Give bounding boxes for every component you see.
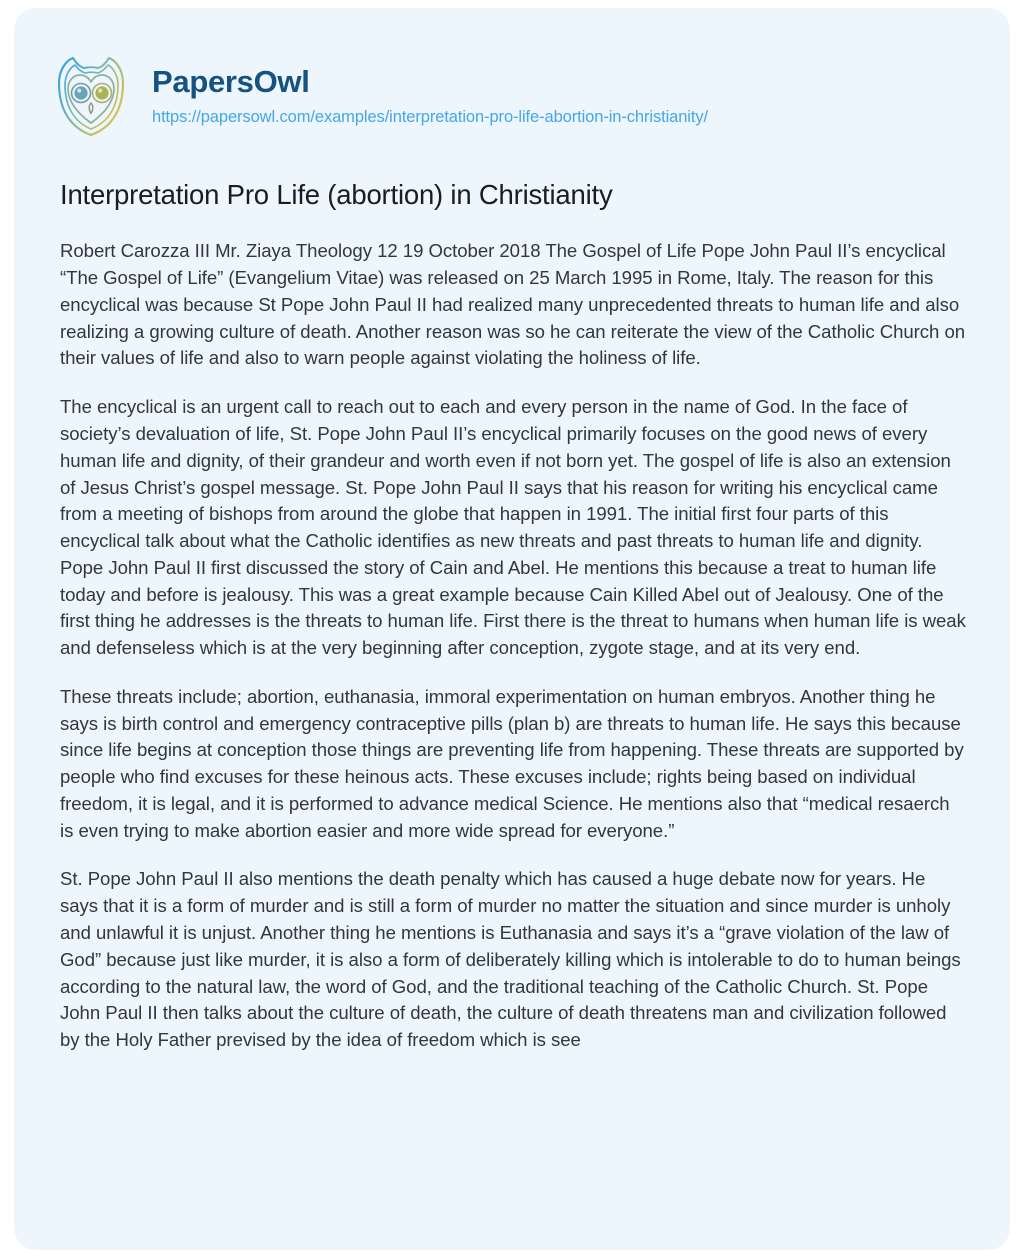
page-url-link[interactable]: https://papersowl.com/examples/interpretation-pro-life-abortion-in-christianity/ [152,107,708,126]
owl-logo-icon[interactable] [48,50,134,142]
article-paragraph: Robert Carozza III Mr. Ziaya Theology 12 19 October 2018 The Gospel of Life Pope John Paul II’s encyclical “The Gospel of Life” (Evangelium Vitae) was released on 25 March 1995 in Rome, Italy. The reason for this encyclical was because St Pope John Paul II had realized many unprecedented threats to human life and also realizing a growing culture of death. Another reason was so he can reiterate the view of the Catholic Church on their values of life and also to warn people against violating the holiness of life. [60,240,966,369]
brand-name: PapersOwl [152,63,310,99]
article-body [60,238,966,1053]
page-title: Interpretation Pro Life (abortion) in Christianity [60,179,613,210]
brand-block [152,65,708,128]
article-paragraph: St. Pope John Paul II also mentions the death penalty which has caused a huge debate now for years. He says that it is a form of murder and is still a form of murder no matter the situation and since murder is unholy and unlawful it is unjust. Another thing he mentions is Euthanasia and says it’s a “grave violation of the law of God” because just like murder, it is also a form of deliberately killing which is intolerable to do to human beings according to the natural law, the word of God, and the traditional teaching of the Catholic Church. St. Pope John Paul II then talks about the culture of death, the culture of death threatens man and civilization followed by the Holy Father prevised by the idea of freedom which is see [60,868,961,1051]
page-card [14,8,1010,1250]
site-header [14,8,1010,142]
article-paragraph: The encyclical is an urgent call to reach out to each and every person in the name of God. In the face of society’s devaluation of life, St. Pope John Paul II’s encyclical primarily focuses on the good news of every human life and dignity, of their grandeur and worth even if not born yet. The gospel of life is also an extension of Jesus Christ’s gospel message. St. Pope John Paul II says that his reason for writing his encyclical came from a meeting of bishops from around the globe that happen in 1991. The initial first four parts of this encyclical talk about what the Catholic identifies as new threats and past threats to human life and dignity. Pope John Paul II first discussed the story of Cain and Abel. He mentions this because a treat to human life today and before is jealousy. This was a great example because Cain Killed Abel out of Jealousy. One of the first thing he addresses is the threats to human life. First there is the threat to humans when human life is weak and defenseless which is at the very beginning after conception, zygote stage, and at its very end. [60,396,966,659]
article [14,178,1010,1054]
article-paragraph: These threats include; abortion, euthanasia, immoral experimentation on human embryos. Another thing he says is birth control and emergency contraceptive pills (plan b) are threats to human life. He says this because since life begins at conception those things are preventing life from happening. These threats are supported by people who find excuses for these heinous acts. These excuses include; rights being based on individual freedom, it is legal, and it is performed to advance medical Science. He mentions also that “medical resaerch is even trying to make abortion easier and more wide spread for everyone.” [60,685,964,841]
